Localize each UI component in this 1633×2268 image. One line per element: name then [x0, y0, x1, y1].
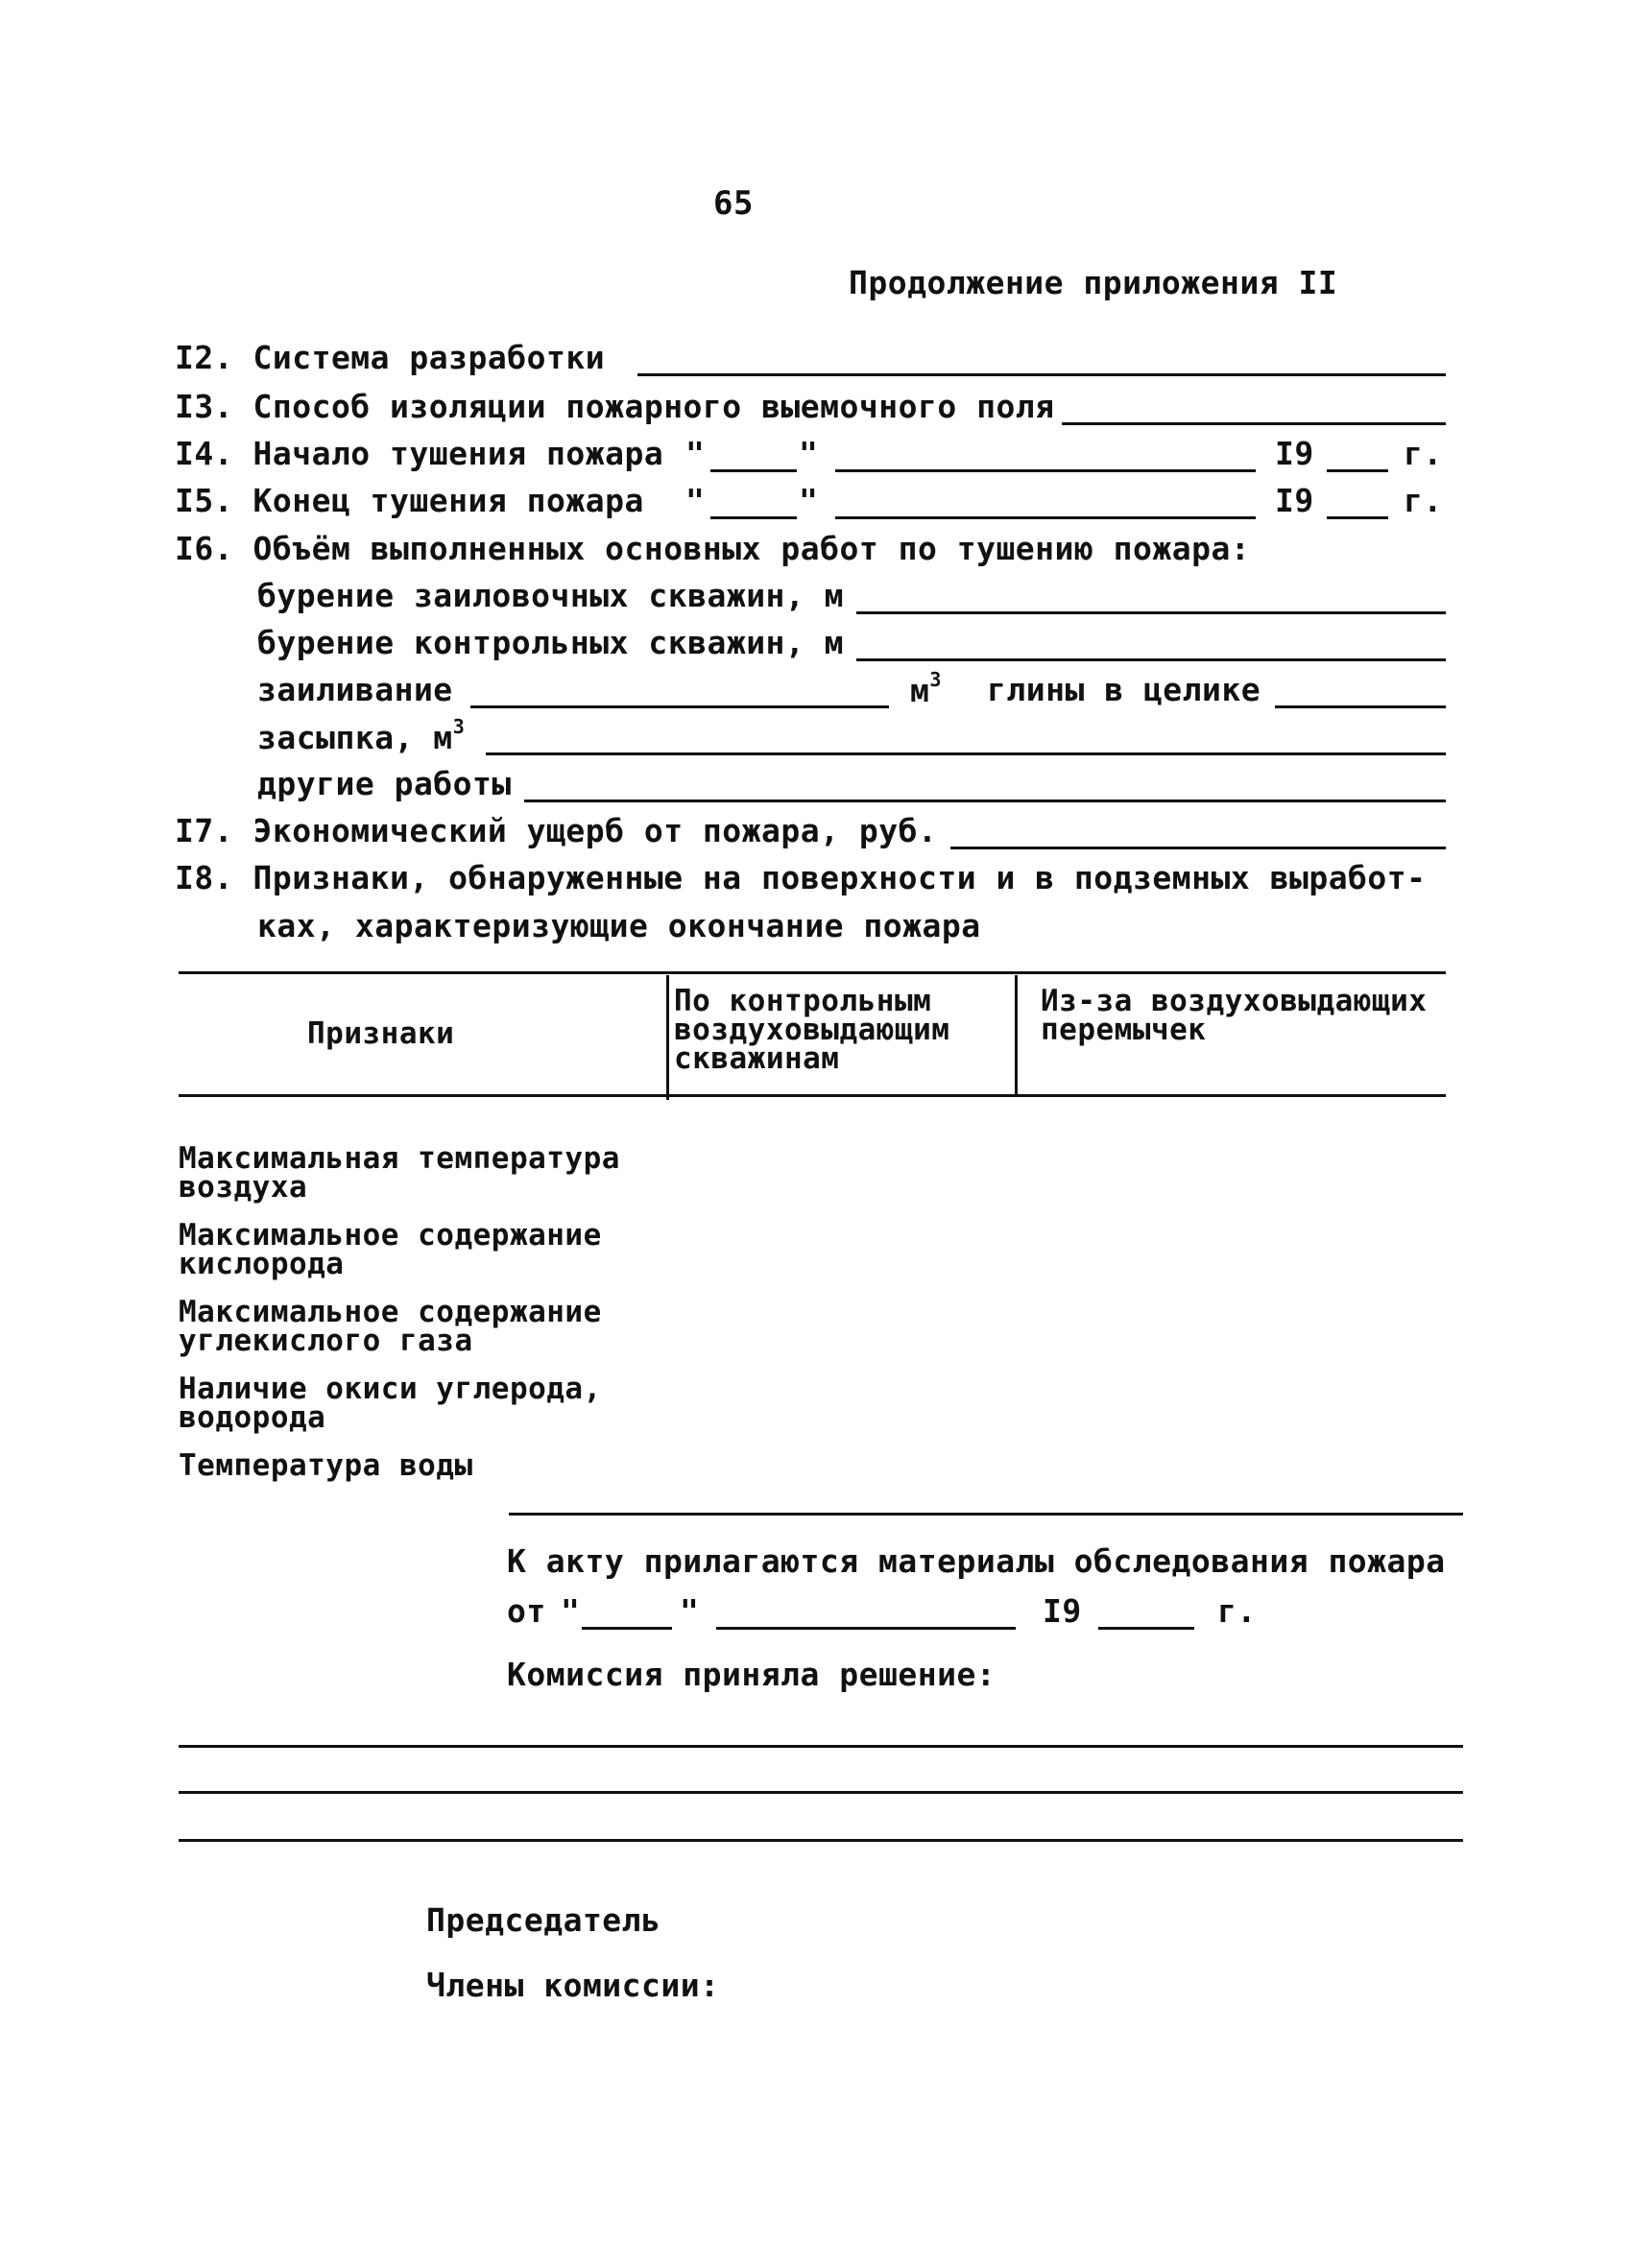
item-12-fill-line	[637, 373, 1446, 376]
table-row-1-line2: воздуха	[179, 1170, 308, 1205]
item-15-year-suffix: г.	[1404, 482, 1443, 519]
other-work-label: другие работы	[257, 765, 512, 802]
header-control-wells-line1: По контрольным	[674, 984, 932, 1018]
table-column-divider-1	[666, 975, 669, 1100]
item-13-label: I3. Способ изоляции пожарного выемочного поля	[175, 388, 1055, 425]
item-15-year-prefix: I9	[1275, 482, 1314, 519]
item-18-label-line2: ках, характеризующие окончание пожара	[257, 907, 981, 944]
item-17-fill-line	[950, 847, 1446, 849]
item-14-year-line	[1327, 469, 1388, 472]
table-header-rule	[179, 1094, 1446, 1097]
attachment-year-line	[1098, 1627, 1194, 1630]
header-control-wells-line3: скважинам	[674, 1041, 840, 1076]
silting-label: заиливание	[257, 671, 453, 708]
item-15-label: I5. Конец тушения пожара	[175, 482, 644, 519]
decision-label: Комиссия приняла решение:	[507, 1656, 997, 1693]
chairman-label: Председатель	[426, 1901, 661, 1939]
item-13-fill-line	[1062, 422, 1446, 425]
table-end-rule	[509, 1513, 1463, 1516]
header-air-bridges-line1: Из-за воздуховыдающих	[1041, 984, 1428, 1018]
item-14-label: I4. Начало тушения пожара	[175, 435, 664, 472]
item-15-year-line	[1327, 516, 1388, 519]
item-14-year-suffix: г.	[1404, 435, 1443, 472]
item-14-quote-close: "	[799, 435, 819, 472]
item-14-year-prefix: I9	[1275, 435, 1314, 472]
item-15-month-line	[835, 516, 1256, 519]
attachment-month-line	[716, 1627, 1016, 1630]
table-row-2-line2: кислорода	[179, 1247, 345, 1281]
item-15-day-line	[710, 516, 797, 519]
table-row-1-line1: Максимальная температура	[179, 1141, 620, 1176]
members-label: Члены комиссии:	[426, 1967, 720, 2004]
attachment-year-prefix: I9	[1043, 1592, 1082, 1630]
item-15-quote-close: "	[799, 482, 819, 519]
item-14-quote-open: "	[685, 435, 706, 472]
backfill-label: засыпка, $м^3$	[257, 715, 466, 756]
other-work-line	[524, 800, 1446, 802]
backfill-line	[486, 752, 1446, 755]
header-signs: Признаки	[307, 1016, 455, 1051]
table-row-3-line2: углекислого газа	[179, 1324, 473, 1358]
decision-line-2	[179, 1791, 1463, 1794]
table-row-4-line1: Наличие окиси углерода,	[179, 1372, 602, 1406]
table-row-4-line2: водорода	[179, 1400, 326, 1435]
silting-unit: $м^3$	[910, 668, 942, 709]
drill-silt-wells-label: бурение заиловочных скважин, м	[257, 577, 845, 614]
drill-control-wells-label: бурение контрольных скважин, м	[257, 624, 845, 661]
item-12-label: I2. Система разработки	[175, 339, 606, 376]
header-air-bridges-line2: перемычек	[1041, 1013, 1207, 1047]
silting-line	[470, 705, 889, 708]
continuation-title: Продолжение приложения II	[849, 264, 1338, 301]
attachment-quote-close: "	[680, 1592, 700, 1630]
decision-line-1	[179, 1745, 1463, 1748]
attachment-from: от	[507, 1592, 546, 1630]
attachment-day-line	[582, 1627, 672, 1630]
drill-silt-wells-line	[856, 611, 1446, 614]
attachment-text: К акту прилагаются материалы обследования пожара	[507, 1542, 1446, 1580]
table-row-3-line1: Максимальное содержание	[179, 1295, 602, 1329]
item-18-label-line1: I8. Признаки, обнаруженные на поверхности и в подземных выработ-	[175, 859, 1427, 896]
decision-line-3	[179, 1839, 1463, 1842]
item-16-label: I6. Объём выполненных основных работ по тушению пожара:	[175, 530, 1251, 567]
attachment-quote-open: "	[561, 1592, 581, 1630]
clay-line	[1275, 705, 1446, 708]
header-control-wells-line2: воздуховыдающим	[674, 1013, 950, 1047]
item-17-label: I7. Экономический ущерб от пожара, руб.	[175, 812, 938, 849]
drill-control-wells-line	[856, 658, 1446, 661]
item-14-month-line	[835, 469, 1256, 472]
attachment-year-suffix: г.	[1217, 1592, 1257, 1630]
item-14-day-line	[710, 469, 797, 472]
page-number: 65	[713, 184, 754, 223]
table-row-2-line1: Максимальное содержание	[179, 1218, 602, 1253]
table-row-5-line1: Температура воды	[179, 1448, 473, 1483]
item-15-quote-open: "	[685, 482, 706, 519]
table-top-rule	[179, 971, 1446, 974]
table-column-divider-2	[1015, 975, 1018, 1096]
clay-label: глины в целике	[987, 671, 1261, 708]
